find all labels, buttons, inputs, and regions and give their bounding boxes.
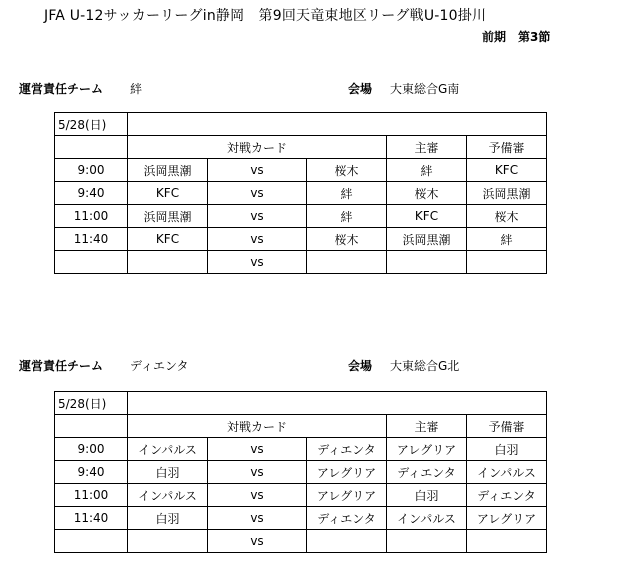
table-row <box>55 461 547 484</box>
vs-cell: vs <box>208 228 307 251</box>
header-row <box>55 136 547 159</box>
table-row <box>55 507 547 530</box>
home-team-cell <box>128 530 208 553</box>
table-row <box>55 159 547 182</box>
time-cell <box>55 530 128 553</box>
away-team-cell: ディエンタ <box>307 507 387 530</box>
table-row <box>55 392 547 415</box>
referee-cell <box>387 530 467 553</box>
vs-cell: vs <box>208 159 307 182</box>
vs-cell: vs <box>208 461 307 484</box>
sub-referee-cell: KFC <box>467 159 547 182</box>
sub-referee-cell: 浜岡黒潮 <box>467 182 547 205</box>
time-cell: 9:40 <box>55 461 128 484</box>
referee-header: 主審 <box>387 136 467 159</box>
venue-name: 大東総合G南 <box>390 82 460 96</box>
referee-cell: 浜岡黒潮 <box>387 228 467 251</box>
sub-referee-header: 予備審 <box>467 136 547 159</box>
schedule-table <box>54 391 547 553</box>
sub-referee-cell <box>467 251 547 274</box>
home-team-cell: 浜岡黒潮 <box>128 159 208 182</box>
table-row <box>55 251 547 274</box>
empty-cell <box>55 136 128 159</box>
home-team-cell: インパルス <box>128 438 208 461</box>
home-team-cell: KFC <box>128 228 208 251</box>
away-team-cell <box>307 530 387 553</box>
vs-cell: vs <box>208 251 307 274</box>
org-label: 運営責任チーム <box>19 359 104 373</box>
vs-cell: vs <box>208 438 307 461</box>
table-row <box>55 228 547 251</box>
table-row <box>55 113 547 136</box>
venue-label: 会場 <box>348 82 373 96</box>
home-team-cell: KFC <box>128 182 208 205</box>
schedule-table <box>54 112 547 274</box>
vs-cell: vs <box>208 205 307 228</box>
away-team-cell: アレグリア <box>307 461 387 484</box>
referee-header: 主審 <box>387 415 467 438</box>
card-header: 対戦カード <box>128 136 387 159</box>
referee-cell: インパルス <box>387 507 467 530</box>
org-team: ディエンタ <box>130 359 189 373</box>
vs-cell: vs <box>208 182 307 205</box>
away-team-cell: 桜木 <box>307 228 387 251</box>
time-cell: 11:00 <box>55 484 128 507</box>
table-row <box>55 484 547 507</box>
card-header: 対戦カード <box>128 415 387 438</box>
referee-cell: ディエンタ <box>387 461 467 484</box>
table-row <box>55 438 547 461</box>
time-cell: 9:00 <box>55 159 128 182</box>
vs-cell: vs <box>208 530 307 553</box>
away-team-cell: ディエンタ <box>307 438 387 461</box>
header-row <box>55 415 547 438</box>
table-row <box>55 205 547 228</box>
vs-cell: vs <box>208 507 307 530</box>
time-cell: 11:00 <box>55 205 128 228</box>
home-team-cell: 白羽 <box>128 461 208 484</box>
time-cell: 9:00 <box>55 438 128 461</box>
date-cell: 5/28(日) <box>55 392 128 415</box>
home-team-cell: インパルス <box>128 484 208 507</box>
time-cell <box>55 251 128 274</box>
time-cell: 11:40 <box>55 507 128 530</box>
home-team-cell: 白羽 <box>128 507 208 530</box>
sub-referee-header: 予備審 <box>467 415 547 438</box>
away-team-cell: 桜木 <box>307 159 387 182</box>
empty-cell <box>55 415 128 438</box>
referee-cell: 桜木 <box>387 182 467 205</box>
sub-referee-cell: アレグリア <box>467 507 547 530</box>
org-label: 運営責任チーム <box>19 82 104 96</box>
org-team: 絆 <box>130 82 143 96</box>
home-team-cell: 浜岡黒潮 <box>128 205 208 228</box>
venue-name: 大東総合G北 <box>390 359 460 373</box>
table-row <box>55 182 547 205</box>
referee-cell: 絆 <box>387 159 467 182</box>
home-team-cell <box>128 251 208 274</box>
date-cell: 5/28(日) <box>55 113 128 136</box>
away-team-cell: アレグリア <box>307 484 387 507</box>
page-title: JFA U-12サッカーリーグin静岡 第9回天竜東地区リーグ戦U-10掛川 <box>44 8 487 24</box>
vs-cell: vs <box>208 484 307 507</box>
sub-referee-cell: 絆 <box>467 228 547 251</box>
time-cell: 9:40 <box>55 182 128 205</box>
time-cell: 11:40 <box>55 228 128 251</box>
table-row <box>55 530 547 553</box>
away-team-cell: 絆 <box>307 205 387 228</box>
venue-label: 会場 <box>348 359 373 373</box>
referee-cell: 白羽 <box>387 484 467 507</box>
sub-referee-cell: インパルス <box>467 461 547 484</box>
away-team-cell <box>307 251 387 274</box>
sub-referee-cell: 桜木 <box>467 205 547 228</box>
referee-cell: KFC <box>387 205 467 228</box>
referee-cell: アレグリア <box>387 438 467 461</box>
away-team-cell: 絆 <box>307 182 387 205</box>
referee-cell <box>387 251 467 274</box>
page-subtitle: 前期 第3節 <box>482 30 551 44</box>
sub-referee-cell: ディエンタ <box>467 484 547 507</box>
empty-cell <box>128 392 547 415</box>
empty-cell <box>128 113 547 136</box>
sub-referee-cell <box>467 530 547 553</box>
sub-referee-cell: 白羽 <box>467 438 547 461</box>
